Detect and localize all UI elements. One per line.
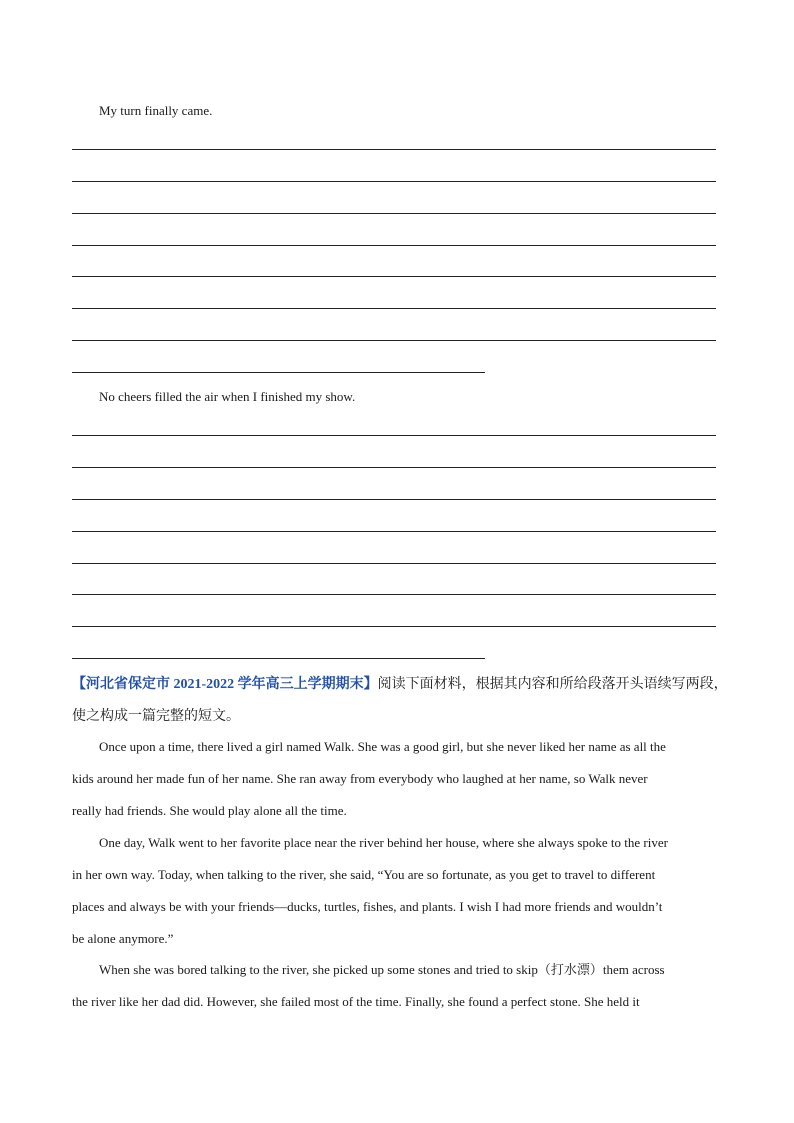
writing-line (72, 213, 716, 214)
writing-line (72, 276, 716, 277)
writing-line (72, 149, 716, 150)
passage-line: the river like her dad did. However, she failed most of the time. Finally, she found a perfect stone. She held it (72, 994, 640, 1009)
writing-line (72, 245, 716, 246)
passage-line: really had friends. She would play alone all the time. (72, 803, 347, 818)
writing-line (72, 626, 716, 627)
passage-line: kids around her made fun of her name. She ran away from everybody who laughed at her name, so Walk never (72, 771, 648, 786)
passage-line: Once upon a time, there lived a girl named Walk. She was a good girl, but she never liked her name as all the (99, 739, 666, 754)
writing-line (72, 531, 716, 532)
writing-line (72, 340, 716, 341)
task-header (72, 676, 728, 694)
continuation-prompt-2: No cheers filled the air when I finished my show. (99, 389, 356, 404)
passage-line: One day, Walk went to her favorite place near the river behind her house, where she always spoke to the river (99, 835, 668, 850)
writing-line (72, 308, 716, 309)
writing-line (72, 594, 716, 595)
task-instruction: 阅读下面材料，根据其内容和所给段落开头语续写两段， (377, 677, 728, 692)
writing-line (72, 563, 716, 564)
writing-line-short (72, 372, 485, 373)
writing-line (72, 435, 716, 436)
passage-line: in her own way. Today, when talking to the river, she said, “You are so fortunate, as you get to travel to different (72, 867, 656, 882)
writing-line (72, 181, 716, 182)
writing-line-short (72, 658, 485, 659)
continuation-prompt-1: My turn finally came. (99, 103, 213, 118)
task-source: 【河北省保定市 2021-2022 学年高三上学期期末】 (72, 677, 378, 692)
passage-line: be alone anymore.” (72, 931, 174, 946)
writing-line (72, 499, 716, 500)
task-instruction-continued: 使之构成一篇完整的短文。 (72, 709, 240, 724)
writing-line (72, 467, 716, 468)
passage-line: places and always be with your friends—ducks, turtles, fishes, and plants. I wish I had more friends and wouldn’t (72, 899, 663, 914)
passage-line: When she was bored talking to the river, she picked up some stones and tried to skip（打水漂）them across (99, 962, 665, 977)
